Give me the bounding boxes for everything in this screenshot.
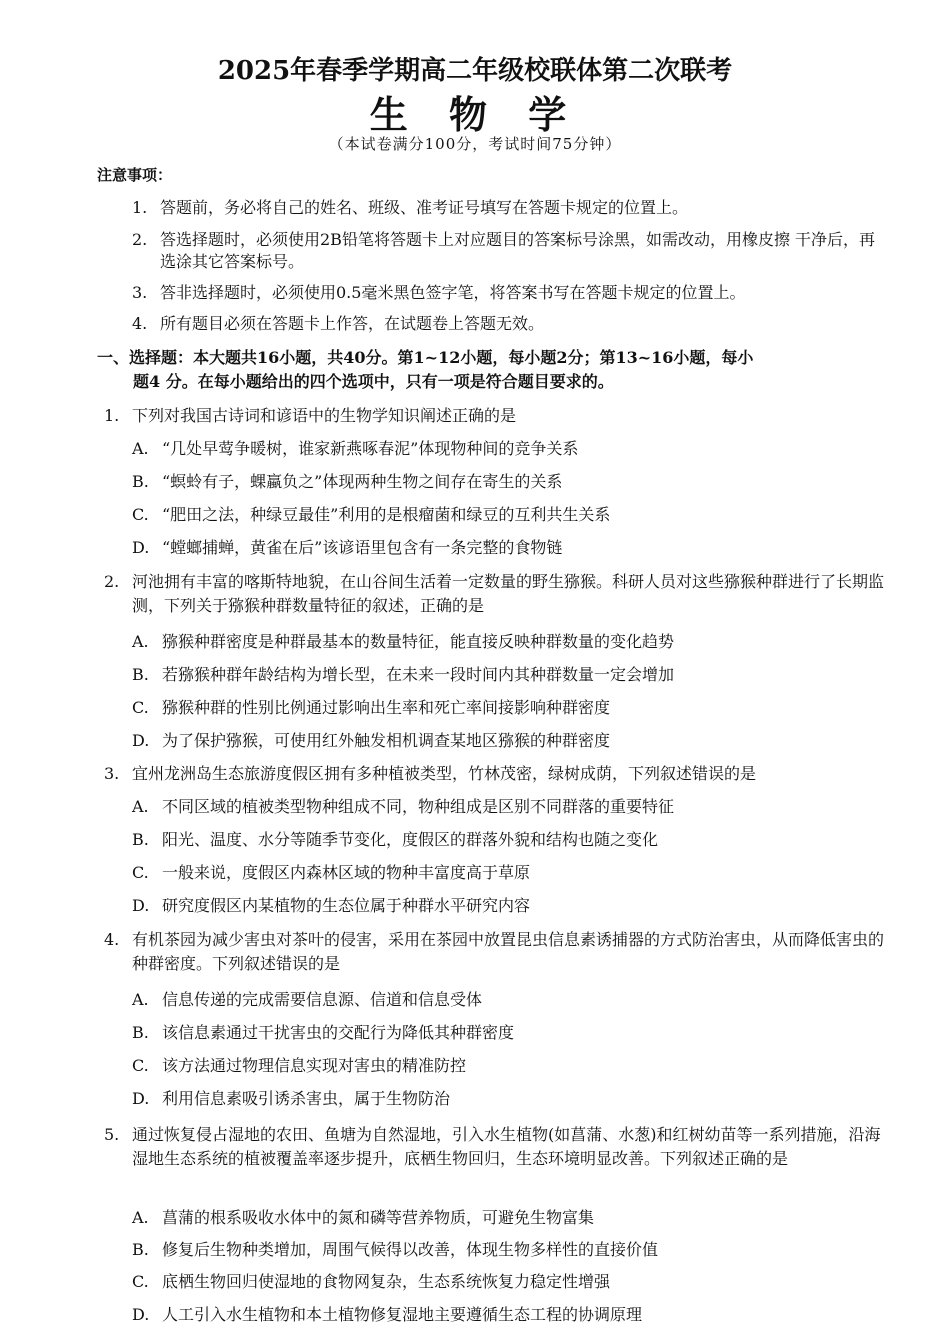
question-text: 下列对我国古诗词和谚语中的生物学知识阐述正确的是 — [132, 406, 517, 425]
option-d — [132, 729, 892, 753]
option-b — [132, 663, 892, 687]
option-b — [132, 1238, 892, 1262]
option-text: 若猕猴种群年龄结构为增长型，在未来一段时间内其种群数量一定会增加 — [162, 665, 675, 684]
option-a — [132, 437, 892, 461]
option-label: A. — [132, 990, 149, 1009]
subject-title: 生 物 学 — [369, 92, 581, 137]
question-stem — [104, 928, 890, 976]
option-label: B. — [132, 1023, 149, 1042]
question-text: 河池拥有丰富的喀斯特地貌，在山谷间生活着一定数量的野生猕猴。科研人员对这些猕猴种群进行了长期监测，下列关于猕猴种群数量特征的叙述，正确的是 — [132, 572, 885, 615]
option-text: 信息传递的完成需要信息源、信道和信息受体 — [162, 990, 483, 1009]
option-label: A. — [132, 797, 149, 816]
question-stem — [104, 570, 890, 618]
option-a — [132, 988, 892, 1012]
question-stem — [104, 762, 890, 786]
notice-text: 答选择题时，必须使用2B铅笔将答题卡上对应题目的答案标号涂黑，如需改动，用橡皮擦 干净后，再选涂其它答案标号。 — [160, 230, 876, 271]
option-d — [132, 1303, 892, 1327]
section-heading-line: 一、选择题：本大题共16小题，共40分。第1~12小题，每小题2分；第13~16小题，每小 — [97, 348, 754, 367]
option-label: C. — [132, 1272, 149, 1291]
section-heading-line: 题4 分。在每小题给出的四个选项中，只有一项是符合题目要求的。 — [133, 372, 614, 391]
exam-info-note: （本试卷满分100分，考试时间75分钟） — [328, 135, 622, 153]
option-label: B. — [132, 665, 149, 684]
question-number: 3. — [104, 764, 120, 783]
question-number: 5. — [104, 1125, 120, 1144]
option-text: 该方法通过物理信息实现对害虫的精准防控 — [162, 1056, 467, 1075]
option-c — [132, 861, 892, 885]
option-b — [132, 1021, 892, 1045]
option-text: “螟蛉有子，蜾蠃负之”体现两种生物之间存在寄生的关系 — [162, 472, 563, 491]
option-label: D. — [132, 896, 150, 915]
option-label: A. — [132, 1208, 149, 1227]
notice-text: 所有题目必须在答题卡上作答，在试题卷上答题无效。 — [160, 314, 545, 333]
option-c — [132, 1270, 892, 1294]
option-label: D. — [132, 538, 150, 557]
option-text: 该信息素通过干扰害虫的交配行为降低其种群密度 — [162, 1023, 515, 1042]
option-c — [132, 696, 892, 720]
option-label: A. — [132, 439, 149, 458]
option-c — [132, 1054, 892, 1078]
option-text: “螳螂捕蝉，黄雀在后”该谚语里包含有一条完整的食物链 — [162, 538, 563, 557]
notice-text: 答非选择题时，必须使用0.5毫米黑色签字笔，将答案书写在答题卡规定的位置上。 — [160, 283, 746, 302]
question-number: 2. — [104, 572, 120, 591]
question-number: 4. — [104, 930, 120, 949]
notice-item — [132, 313, 882, 334]
option-text: 猕猴种群的性别比例通过影响出生率和死亡率间接影响种群密度 — [162, 698, 611, 717]
question-stem — [104, 404, 890, 428]
option-b — [132, 470, 892, 494]
option-text: 为了保护猕猴，可使用红外触发相机调查某地区猕猴的种群密度 — [162, 731, 611, 750]
option-d — [132, 1087, 892, 1111]
notice-item — [132, 282, 882, 303]
question-text: 宜州龙洲岛生态旅游度假区拥有多种植被类型，竹林茂密，绿树成荫，下列叙述错误的是 — [132, 764, 757, 783]
question-stem — [104, 1123, 890, 1171]
option-text: 底栖生物回归使湿地的食物网复杂，生态系统恢复力稳定性增强 — [162, 1272, 611, 1291]
option-label: B. — [132, 1240, 149, 1259]
notice-number: 1. — [132, 198, 148, 217]
question-text: 通过恢复侵占湿地的农田、鱼塘为自然湿地，引入水生植物(如菖蒲、水葱)和红树幼苗等一系列措施，沿海湿地生态系统的植被覆盖率逐步提升，底栖生物回归，生态环境明显改善。下列叙述正确的是 — [132, 1125, 881, 1168]
option-text: 研究度假区内某植物的生态位属于种群水平研究内容 — [162, 896, 531, 915]
question-text: 有机茶园为减少害虫对茶叶的侵害，采用在茶园中放置昆虫信息素诱捕器的方式防治害虫，从而降低害虫的种群密度。下列叙述错误的是 — [132, 930, 885, 973]
option-text: 猕猴种群密度是种群最基本的数量特征，能直接反映种群数量的变化趋势 — [162, 632, 675, 651]
option-label: B. — [132, 472, 149, 491]
option-label: C. — [132, 863, 149, 882]
option-a — [132, 795, 892, 819]
option-text: “几处早莺争暖树，谁家新燕啄春泥”体现物种间的竞争关系 — [162, 439, 579, 458]
option-c — [132, 503, 892, 527]
section-heading — [97, 346, 887, 394]
option-d — [132, 536, 892, 560]
option-a — [132, 630, 892, 654]
option-text: 修复后生物种类增加，周围气候得以改善，体现生物多样性的直接价值 — [162, 1240, 659, 1259]
notice-item — [132, 197, 882, 218]
option-text: 不同区域的植被类型物种组成不同，物种组成是区别不同群落的重要特征 — [162, 797, 675, 816]
option-text: 利用信息素吸引诱杀害虫，属于生物防治 — [162, 1089, 451, 1108]
option-label: C. — [132, 698, 149, 717]
notice-text: 答题前，务必将自己的姓名、班级、准考证号填写在答题卡规定的位置上。 — [160, 198, 689, 217]
option-label: C. — [132, 505, 149, 524]
notice-number: 2. — [132, 230, 148, 249]
notice-label: 注意事项： — [97, 166, 173, 184]
option-a — [132, 1206, 892, 1230]
option-text: “肥田之法，种绿豆最佳”利用的是根瘤菌和绿豆的互利共生关系 — [162, 505, 611, 524]
option-text: 菖蒲的根系吸收水体中的氮和磷等营养物质，可避免生物富集 — [162, 1208, 595, 1227]
option-text: 人工引入水生植物和本土植物修复湿地主要遵循生态工程的协调原理 — [162, 1305, 643, 1324]
notice-number: 3. — [132, 283, 148, 302]
option-label: D. — [132, 731, 150, 750]
option-b — [132, 828, 892, 852]
option-d — [132, 894, 892, 918]
option-label: A. — [132, 632, 149, 651]
notice-item — [132, 229, 882, 273]
notice-number: 4. — [132, 314, 148, 333]
option-label: C. — [132, 1056, 149, 1075]
option-label: B. — [132, 830, 149, 849]
option-text: 一般来说，度假区内森林区域的物种丰富度高于草原 — [162, 863, 531, 882]
option-label: D. — [132, 1089, 150, 1108]
option-label: D. — [132, 1305, 150, 1324]
question-number: 1. — [104, 406, 120, 425]
exam-title: 2025年春季学期高二年级校联体第二次联考 — [217, 56, 733, 86]
option-text: 阳光、温度、水分等随季节变化，度假区的群落外貌和结构也随之变化 — [162, 830, 659, 849]
